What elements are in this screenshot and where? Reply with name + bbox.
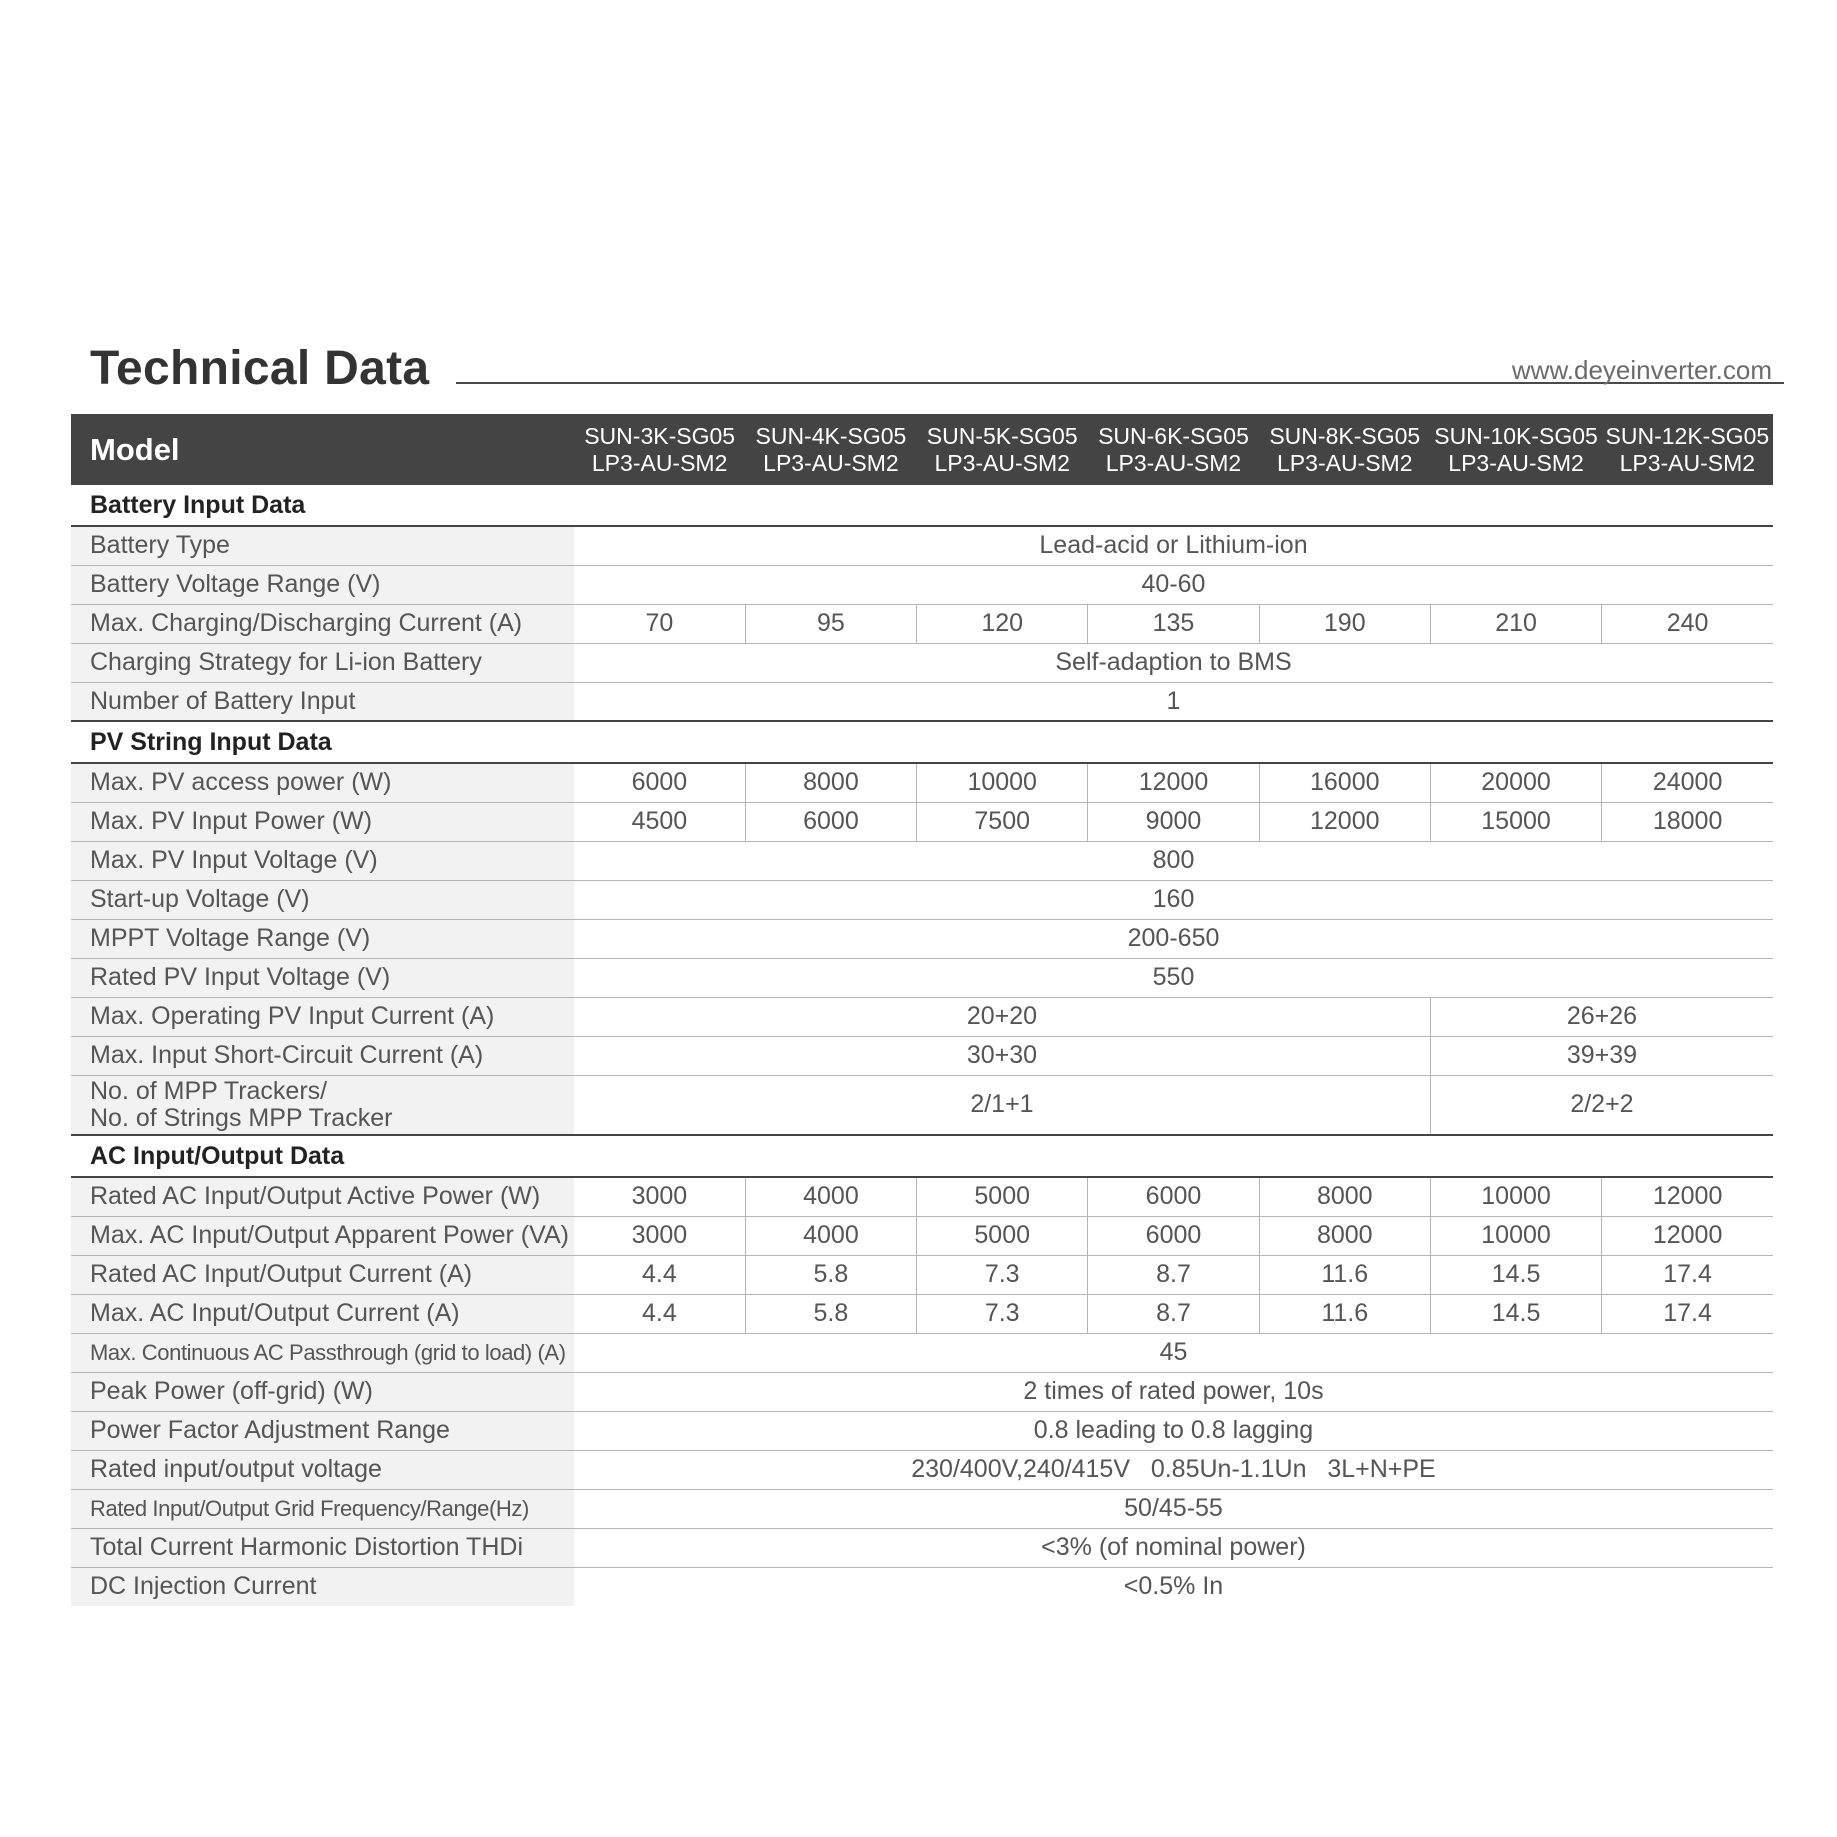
cell-value: 135	[1088, 604, 1259, 643]
row-label: Max. PV Input Voltage (V)	[71, 841, 574, 880]
section-pv	[71, 721, 1773, 763]
cell-value: 4.4	[574, 1294, 745, 1333]
row-value: Lead-acid or Lithium-ion	[574, 526, 1773, 565]
row-label: Rated AC Input/Output Current (A)	[71, 1255, 574, 1294]
row-value: 2/2+2	[1430, 1075, 1773, 1135]
model-column: SUN-5K-SG05 LP3-AU-SM2	[926, 422, 1078, 476]
row-label: No. of MPP Trackers/ No. of Strings MPP Tracker	[71, 1075, 574, 1135]
row-label: Max. Operating PV Input Current (A)	[71, 997, 574, 1036]
row-label: Peak Power (off-grid) (W)	[71, 1372, 574, 1411]
row-label: MPPT Voltage Range (V)	[71, 919, 574, 958]
page-header	[90, 335, 1772, 395]
row-label: DC Injection Current	[71, 1567, 574, 1606]
model-column: SUN-12K-SG05 LP3-AU-SM2	[1605, 422, 1770, 476]
cell-value: 7500	[917, 802, 1088, 841]
cell-value: 17.4	[1602, 1294, 1773, 1333]
row-label: Max. PV Input Power (W)	[71, 802, 574, 841]
row-label: Battery Voltage Range (V)	[71, 565, 574, 604]
row-label: Total Current Harmonic Distortion THDi	[71, 1528, 574, 1567]
cell-value: 5000	[917, 1177, 1088, 1216]
cell-value: 24000	[1602, 763, 1773, 802]
row-label: Rated input/output voltage	[71, 1450, 574, 1489]
row-value: 550	[574, 958, 1773, 997]
model-column: SUN-6K-SG05 LP3-AU-SM2	[1098, 422, 1249, 476]
cell-value: 14.5	[1430, 1255, 1601, 1294]
section-title: Battery Input Data	[71, 485, 1773, 526]
cell-value: 6000	[1088, 1216, 1259, 1255]
cell-value: 4000	[745, 1216, 916, 1255]
row-value: 45	[574, 1333, 1773, 1372]
cell-value: 16000	[1259, 763, 1430, 802]
cell-value: 70	[574, 604, 745, 643]
cell-value: 18000	[1602, 802, 1773, 841]
row-value: 40-60	[574, 565, 1773, 604]
table-row	[71, 604, 1773, 643]
row-value: 230/400V,240/415V 0.85Un-1.1Un 3L+N+PE	[574, 1450, 1773, 1489]
model-column: SUN-4K-SG05 LP3-AU-SM2	[755, 422, 907, 476]
cell-value: 4000	[745, 1177, 916, 1216]
model-column: SUN-10K-SG05 LP3-AU-SM2	[1434, 422, 1598, 476]
cell-value: 8000	[1259, 1216, 1430, 1255]
table-row	[71, 1489, 1773, 1528]
row-label: Max. AC Input/Output Apparent Power (VA)	[71, 1216, 574, 1255]
table-row	[71, 1075, 1773, 1135]
cell-value: 6000	[1088, 1177, 1259, 1216]
cell-value: 14.5	[1430, 1294, 1601, 1333]
cell-value: 9000	[1088, 802, 1259, 841]
row-value: 160	[574, 880, 1773, 919]
page-title: Technical Data	[90, 342, 430, 395]
section-ac	[71, 1135, 1773, 1177]
cell-value: 8.7	[1088, 1255, 1259, 1294]
cell-value: 11.6	[1259, 1255, 1430, 1294]
cell-value: 3000	[574, 1216, 745, 1255]
table-row	[71, 682, 1773, 721]
cell-value: 12000	[1602, 1216, 1773, 1255]
cell-value: 120	[917, 604, 1088, 643]
table-row	[71, 1528, 1773, 1567]
row-value: 0.8 leading to 0.8 lagging	[574, 1411, 1773, 1450]
row-value: 30+30	[574, 1036, 1430, 1075]
technical-data-table	[71, 414, 1773, 1606]
section-title: PV String Input Data	[71, 721, 1773, 763]
cell-value: 12000	[1602, 1177, 1773, 1216]
cell-value: 12000	[1088, 763, 1259, 802]
row-value: 800	[574, 841, 1773, 880]
table-row	[71, 565, 1773, 604]
table-row	[71, 1255, 1773, 1294]
cell-value: 5.8	[745, 1294, 916, 1333]
table-row	[71, 1294, 1773, 1333]
table-row	[71, 958, 1773, 997]
cell-value: 95	[745, 604, 916, 643]
row-value: 2 times of rated power, 10s	[574, 1372, 1773, 1411]
row-value: <3% (of nominal power)	[574, 1528, 1773, 1567]
table-row	[71, 841, 1773, 880]
cell-value: 8.7	[1088, 1294, 1259, 1333]
cell-value: 10000	[917, 763, 1088, 802]
row-label: Charging Strategy for Li-ion Battery	[71, 643, 574, 682]
row-value: 1	[574, 682, 1773, 721]
row-label: Start-up Voltage (V)	[71, 880, 574, 919]
cell-value: 6000	[745, 802, 916, 841]
cell-value: 7.3	[917, 1255, 1088, 1294]
cell-value: 4500	[574, 802, 745, 841]
cell-value: 190	[1259, 604, 1430, 643]
cell-value: 15000	[1430, 802, 1601, 841]
table-row	[71, 526, 1773, 565]
cell-value: 210	[1430, 604, 1601, 643]
table-row	[71, 763, 1773, 802]
table-row	[71, 1411, 1773, 1450]
row-value: 20+20	[574, 997, 1430, 1036]
cell-value: 5.8	[745, 1255, 916, 1294]
table-row	[71, 643, 1773, 682]
cell-value: 5000	[917, 1216, 1088, 1255]
cell-value: 8000	[1259, 1177, 1430, 1216]
cell-value: 10000	[1430, 1177, 1601, 1216]
cell-value: 3000	[574, 1177, 745, 1216]
cell-value: 10000	[1430, 1216, 1601, 1255]
row-value: Self-adaption to BMS	[574, 643, 1773, 682]
table-row	[71, 1216, 1773, 1255]
table-row	[71, 1372, 1773, 1411]
table-row	[71, 1036, 1773, 1075]
cell-value: 6000	[574, 763, 745, 802]
cell-value: 240	[1602, 604, 1773, 643]
row-label: Max. PV access power (W)	[71, 763, 574, 802]
row-label: Battery Type	[71, 526, 574, 565]
row-label: Number of Battery Input	[71, 682, 574, 721]
row-value: 2/1+1	[574, 1075, 1430, 1135]
model-header-row	[71, 414, 1773, 485]
cell-value: 4.4	[574, 1255, 745, 1294]
section-title: AC Input/Output Data	[71, 1135, 1773, 1177]
row-value: 26+26	[1430, 997, 1773, 1036]
row-label: Max. Continuous AC Passthrough (grid to load) (A)	[71, 1333, 574, 1372]
table-row	[71, 919, 1773, 958]
cell-value: 7.3	[917, 1294, 1088, 1333]
row-label: Max. AC Input/Output Current (A)	[71, 1294, 574, 1333]
table-row	[71, 880, 1773, 919]
row-value: <0.5% In	[1123, 1572, 1224, 1601]
table-row	[71, 1333, 1773, 1372]
row-value: 39+39	[1430, 1036, 1773, 1075]
table-row	[71, 1567, 1773, 1606]
row-value: 200-650	[574, 919, 1773, 958]
cell-value: 20000	[1430, 763, 1601, 802]
row-label: Rated AC Input/Output Active Power (W)	[71, 1177, 574, 1216]
row-label: Max. Charging/Discharging Current (A)	[71, 604, 574, 643]
section-battery	[71, 485, 1773, 526]
model-label: Model	[90, 431, 180, 467]
row-label: Rated Input/Output Grid Frequency/Range(Hz)	[71, 1489, 574, 1528]
table-row	[71, 1450, 1773, 1489]
table-row	[71, 802, 1773, 841]
cell-value: 17.4	[1602, 1255, 1773, 1294]
cell-value: 8000	[745, 763, 916, 802]
cell-value: 11.6	[1259, 1294, 1430, 1333]
model-column: SUN-3K-SG05 LP3-AU-SM2	[584, 422, 736, 476]
row-label: Max. Input Short-Circuit Current (A)	[71, 1036, 574, 1075]
row-label: Power Factor Adjustment Range	[71, 1411, 574, 1450]
row-label: Rated PV Input Voltage (V)	[71, 958, 574, 997]
table-row	[71, 997, 1773, 1036]
website-link[interactable]: www.deyeinverter.com	[1511, 355, 1772, 385]
table-row	[71, 1177, 1773, 1216]
model-column: SUN-8K-SG05 LP3-AU-SM2	[1269, 422, 1421, 476]
row-value: 50/45-55	[574, 1489, 1773, 1528]
cell-value: 12000	[1259, 802, 1430, 841]
